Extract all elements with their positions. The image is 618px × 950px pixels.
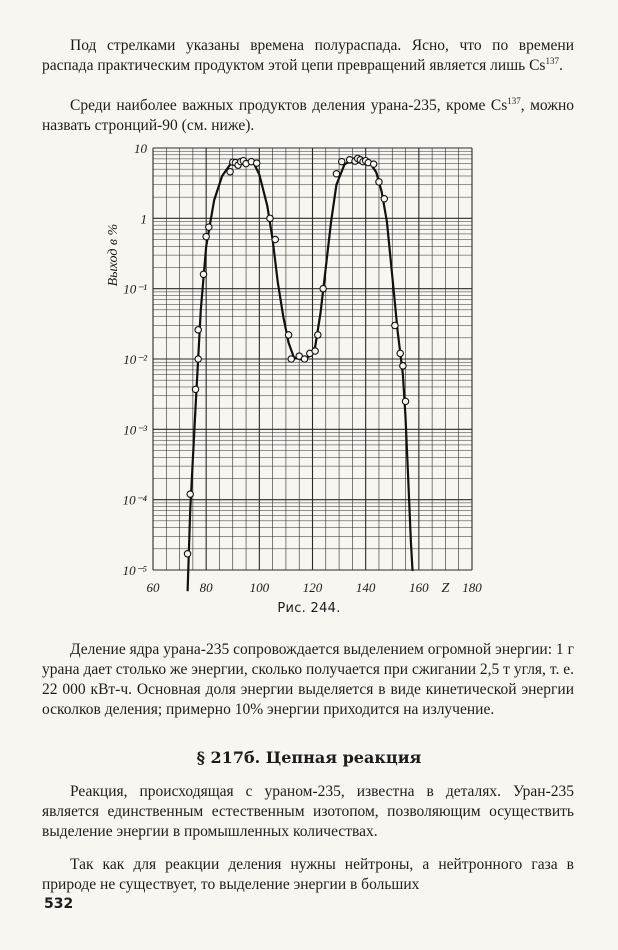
data-point bbox=[192, 386, 198, 392]
data-point bbox=[272, 236, 278, 242]
x-axis-label: Z bbox=[441, 581, 450, 596]
data-point bbox=[360, 158, 366, 164]
data-point bbox=[392, 322, 398, 328]
data-point bbox=[354, 155, 360, 161]
data-point bbox=[312, 348, 318, 354]
data-point bbox=[285, 332, 291, 338]
y-tick-label: 10⁻⁵ bbox=[122, 563, 147, 578]
data-point bbox=[238, 158, 244, 164]
y-axis-label: Выход в % bbox=[106, 223, 121, 287]
isotope-superscript: 137 bbox=[507, 96, 521, 106]
paragraph-fission-products bbox=[42, 96, 574, 136]
x-tick-label: 80 bbox=[199, 580, 213, 595]
section-title: § 217б. Цепная реакция bbox=[196, 748, 422, 767]
data-point bbox=[240, 157, 246, 163]
x-tick-label: 120 bbox=[302, 580, 323, 595]
data-point bbox=[248, 158, 254, 164]
data-point bbox=[362, 157, 368, 163]
data-point bbox=[203, 233, 209, 239]
paragraph-energy: Деление ядра урана-235 сопровождается выделением огромной энергии: 1 г урана дает столько же энергии, сколько получается при сжигании 2,5 т угля, т. е. 22 000 кВт-ч. Основная доля энергии выделяется в виде кинетической энергии осколков деления; примерно 10% энергии приходится на излучение. bbox=[42, 641, 574, 718]
paragraph-1-text: Под стрелками указаны времена полураспада. Ясно, что по времени распада практическим продуктом этой цепи превращений является лишь Cs bbox=[42, 37, 574, 74]
data-point bbox=[187, 491, 193, 497]
paragraph-2-text-b: , можно назвать стронций-90 (см. ниже). bbox=[42, 97, 574, 134]
data-point bbox=[195, 327, 201, 333]
paragraph-half-life bbox=[42, 36, 574, 76]
data-point bbox=[402, 398, 408, 404]
x-tick-label: 140 bbox=[355, 580, 376, 595]
data-point bbox=[381, 196, 387, 202]
data-point bbox=[230, 159, 236, 165]
y-tick-label: 10⁻³ bbox=[123, 422, 147, 438]
data-point bbox=[357, 157, 363, 163]
data-point bbox=[370, 161, 376, 167]
page-number: 532 bbox=[44, 896, 74, 912]
data-point bbox=[267, 215, 273, 221]
data-point bbox=[206, 224, 212, 230]
y-tick-label: 10 bbox=[134, 141, 147, 156]
data-point bbox=[315, 332, 321, 338]
data-point bbox=[365, 159, 371, 165]
data-point bbox=[227, 169, 233, 175]
data-point bbox=[347, 157, 353, 163]
x-tick-label: 100 bbox=[249, 580, 270, 595]
data-point bbox=[339, 158, 345, 164]
data-point bbox=[200, 271, 206, 277]
data-point bbox=[352, 158, 358, 164]
data-point bbox=[296, 353, 302, 359]
data-point bbox=[243, 160, 249, 166]
yield-curve bbox=[188, 158, 414, 591]
data-point bbox=[376, 179, 382, 185]
y-tick-label: 10⁻² bbox=[123, 352, 147, 367]
x-tick-label: 160 bbox=[409, 580, 429, 595]
data-point bbox=[307, 350, 313, 356]
figure-caption: Рис. 244. bbox=[277, 601, 341, 616]
data-point bbox=[301, 356, 307, 362]
data-point bbox=[288, 356, 294, 362]
y-tick-label: 1 bbox=[140, 211, 147, 227]
data-point bbox=[232, 159, 238, 165]
y-tick-label: 10⁻⁴ bbox=[122, 492, 147, 508]
data-point bbox=[235, 162, 241, 168]
paragraph-1-tail: . bbox=[558, 57, 563, 74]
paragraph-neutrons: Так как для реакции деления нужны нейтроны, а нейтронного газа в природе не существует, то выделение энергии в больших bbox=[42, 856, 574, 893]
isotope-superscript: 137 bbox=[545, 56, 559, 66]
data-point bbox=[400, 363, 406, 369]
data-point bbox=[253, 160, 259, 166]
data-point bbox=[397, 350, 403, 356]
data-point bbox=[333, 171, 339, 177]
paragraph-reaction: Реакция, происходящая с ураном-235, известна в деталях. Уран-235 является единственным естественным изотопом, позволяющим осуществить выделение энергии в промышленных количествах. bbox=[42, 783, 574, 840]
data-point bbox=[320, 285, 326, 291]
data-point bbox=[195, 356, 201, 362]
x-tick-label: 180 bbox=[462, 580, 482, 595]
paragraph-2-text-a: Среди наиболее важных продуктов деления урана-235, кроме Cs bbox=[70, 97, 508, 114]
x-tick-label: 60 bbox=[146, 580, 160, 595]
data-point bbox=[184, 551, 190, 557]
y-tick-label: 10⁻¹ bbox=[123, 281, 147, 297]
